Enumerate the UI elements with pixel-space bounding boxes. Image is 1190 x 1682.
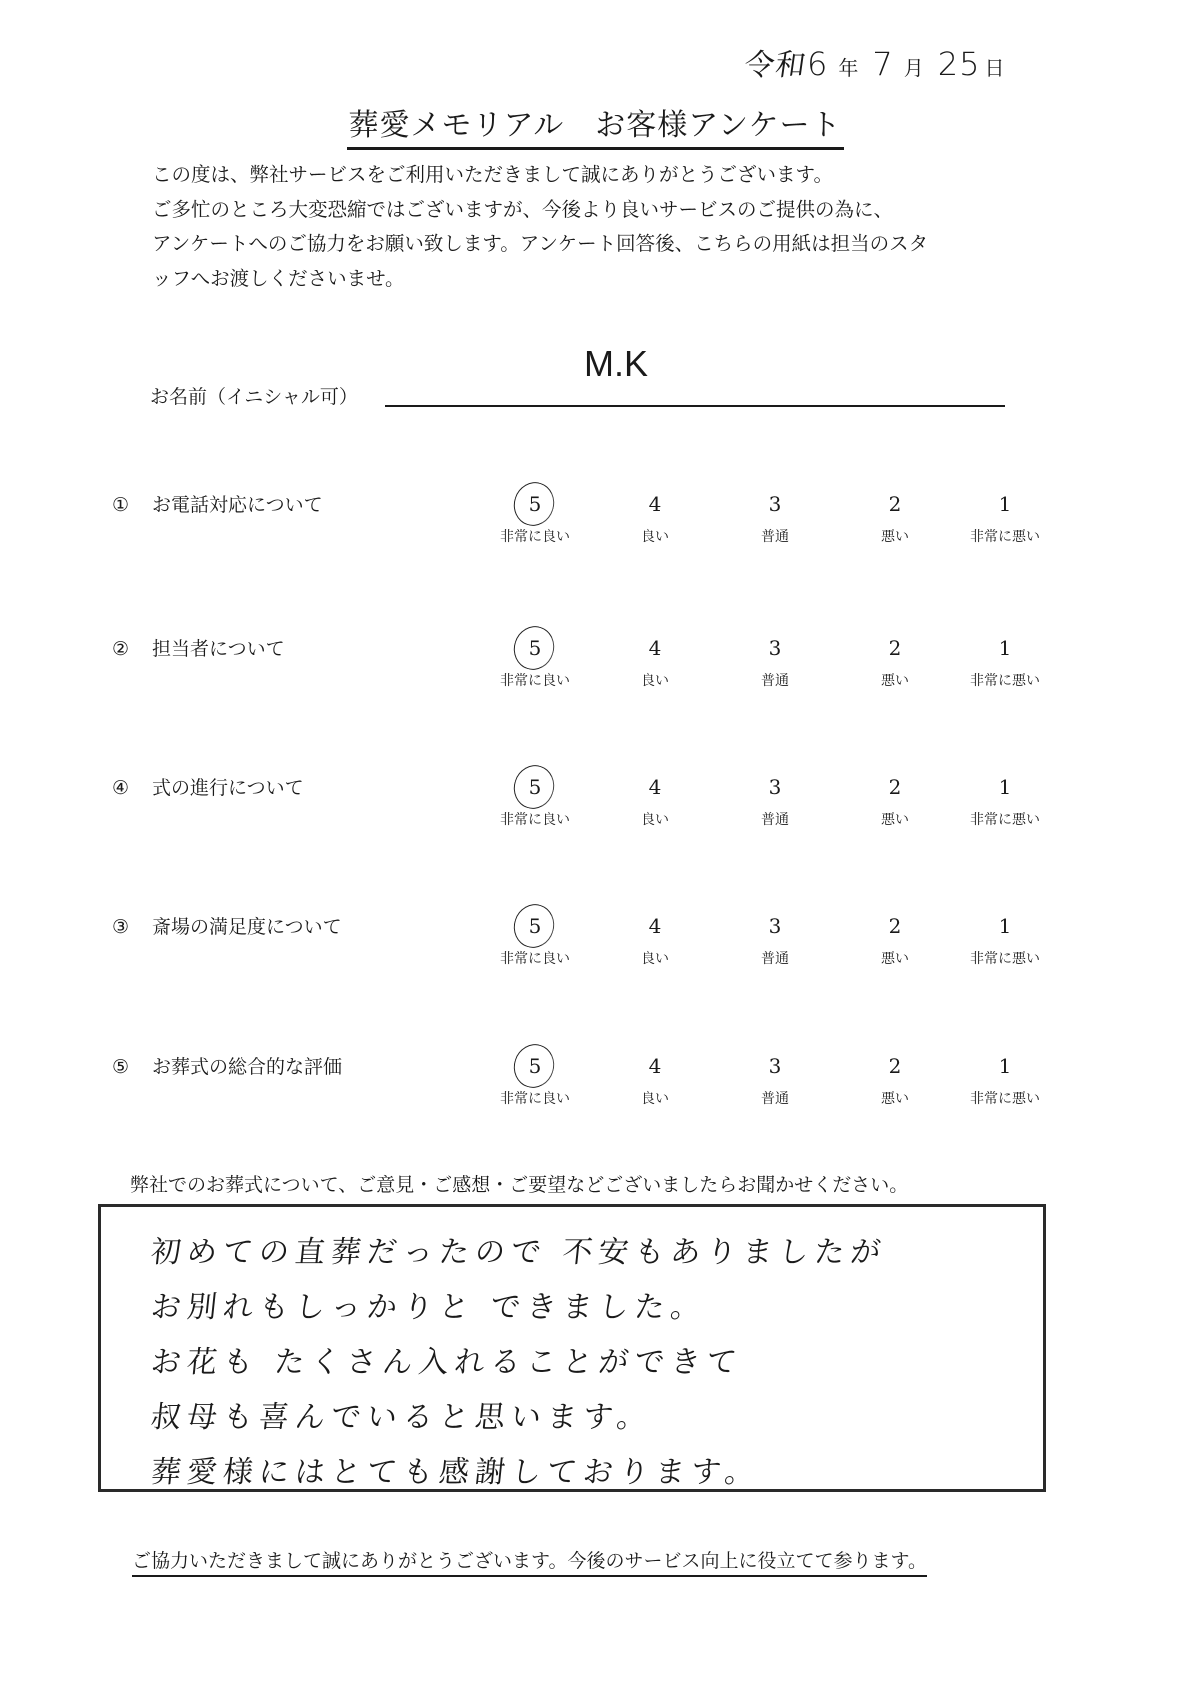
rating-value: 4 [648, 492, 662, 516]
rating-value: 5 [528, 492, 542, 516]
intro-text [152, 158, 1052, 296]
rating-option-3[interactable] [720, 490, 830, 546]
rating-label: 悪い [881, 673, 909, 689]
rating-value: 3 [768, 775, 782, 799]
question-label [112, 1052, 342, 1079]
question-label [112, 634, 285, 661]
rating-option-3[interactable] [720, 773, 830, 829]
selected-circle-mark [508, 1039, 560, 1093]
comment-line: お花も たくさん入れることができて [149, 1345, 745, 1380]
rating-value: 5 [528, 914, 542, 938]
rating-value: 2 [888, 775, 902, 799]
question-text: お電話対応について [152, 494, 323, 516]
rating-value: 5 [528, 775, 542, 799]
question-text: 担当者について [152, 638, 285, 660]
rating-label: 悪い [881, 1091, 909, 1107]
rating-value: 2 [888, 1054, 902, 1078]
rating-label: 非常に悪い [970, 812, 1040, 828]
rating-value: 1 [998, 492, 1012, 516]
question-row [112, 490, 1040, 580]
rating-value: 4 [648, 775, 662, 799]
name-label: お名前（イニシャル可） [150, 386, 358, 408]
page-title [0, 100, 1190, 150]
rating-option-2[interactable] [840, 912, 950, 968]
rating-label: 普通 [761, 1091, 789, 1107]
rating-label: 良い [641, 529, 669, 545]
selected-circle-mark [508, 477, 560, 531]
rating-option-4[interactable] [600, 634, 710, 690]
question-label [112, 773, 304, 800]
rating-value: 3 [768, 914, 782, 938]
rating-label: 普通 [761, 812, 789, 828]
question-text: お葬式の総合的な評価 [152, 1056, 343, 1078]
rating-value: 3 [768, 492, 782, 516]
rating-label: 非常に悪い [970, 1091, 1040, 1107]
question-label [112, 912, 342, 939]
rating-option-3[interactable] [720, 634, 830, 690]
intro-line: アンケートへのご協力をお願い致します。アンケート回答後、こちらの用紙は担当のスタ [152, 232, 929, 255]
rating-value: 4 [648, 1054, 662, 1078]
rating-option-5[interactable] [480, 773, 590, 829]
comment-line: お別れもしっかりと できました。 [149, 1290, 709, 1325]
date-year-unit: 年 [838, 56, 859, 80]
rating-label: 非常に悪い [970, 673, 1040, 689]
rating-value: 1 [998, 1054, 1012, 1078]
question-text: 斎場の満足度について [152, 916, 342, 938]
rating-option-5[interactable] [480, 1052, 590, 1108]
question-number: ① [112, 494, 130, 516]
rating-label: 普通 [761, 673, 789, 689]
date-day-unit: 日 [984, 56, 1005, 80]
rating-option-4[interactable] [600, 1052, 710, 1108]
rating-option-5[interactable] [480, 912, 590, 968]
rating-option-5[interactable] [480, 634, 590, 690]
selected-circle-mark [508, 760, 560, 814]
intro-line: ッフへお渡しくださいませ。 [152, 266, 405, 290]
rating-option-4[interactable] [600, 912, 710, 968]
rating-label: 普通 [761, 529, 789, 545]
name-value[interactable]: M.K [584, 343, 649, 384]
date-day: 25 [937, 45, 981, 83]
comments-box[interactable] [98, 1204, 1046, 1492]
question-text: 式の進行について [152, 777, 304, 799]
question-number: ③ [112, 916, 130, 938]
question-row [112, 773, 1040, 863]
rating-label: 良い [641, 1091, 669, 1107]
question-row [112, 912, 1040, 1002]
rating-option-3[interactable] [720, 912, 830, 968]
rating-label: 悪い [881, 951, 909, 967]
rating-value: 5 [528, 636, 542, 660]
rating-option-1[interactable] [950, 773, 1060, 829]
rating-label: 非常に良い [500, 529, 570, 545]
rating-label: 非常に良い [500, 812, 570, 828]
rating-label: 非常に悪い [970, 951, 1040, 967]
rating-label: 良い [641, 673, 669, 689]
rating-option-1[interactable] [950, 490, 1060, 546]
rating-option-5[interactable] [480, 490, 590, 546]
comments-text [151, 1225, 887, 1500]
name-field-underline[interactable] [385, 405, 1005, 407]
question-row [112, 634, 1040, 724]
question-number: ⑤ [112, 1056, 130, 1078]
selected-circle-mark [508, 899, 560, 953]
rating-label: 非常に良い [500, 951, 570, 967]
footer-thanks [132, 1546, 927, 1573]
intro-line: この度は、弊社サービスをご利用いただきまして誠にありがとうございます。 [152, 163, 833, 186]
rating-option-1[interactable] [950, 634, 1060, 690]
rating-label: 良い [641, 812, 669, 828]
rating-value: 3 [768, 636, 782, 660]
comments-prompt: 弊社でのお葬式について、ご意見・ご感想・ご要望などございましたらお聞かせください。 [130, 1174, 909, 1196]
intro-line: ご多忙のところ大変恐縮ではございますが、今後より良いサービスのご提供の為に、 [152, 197, 894, 221]
rating-value: 2 [888, 492, 902, 516]
rating-label: 悪い [881, 529, 909, 545]
rating-label: 非常に良い [500, 673, 570, 689]
rating-option-2[interactable] [840, 490, 950, 546]
rating-option-2[interactable] [840, 773, 950, 829]
question-number: ② [112, 638, 130, 660]
page-title-text: 葬愛メモリアル お客様アンケート [347, 100, 844, 150]
comment-line: 葬愛様にはとても感謝しております。 [149, 1455, 763, 1490]
rating-label: 良い [641, 951, 669, 967]
rating-option-1[interactable] [950, 1052, 1060, 1108]
rating-value: 1 [998, 914, 1012, 938]
rating-option-4[interactable] [600, 490, 710, 546]
comment-line: 叔母も喜んでいると思います。 [149, 1400, 655, 1435]
rating-option-2[interactable] [840, 1052, 950, 1108]
rating-label: 非常に悪い [970, 529, 1040, 545]
date-era: 令和 [742, 48, 809, 83]
rating-value: 1 [998, 636, 1012, 660]
question-number: ④ [112, 777, 130, 799]
comment-line: 初めての直葬だったので 不安もありましたが [149, 1235, 889, 1270]
rating-value: 4 [648, 636, 662, 660]
rating-value: 3 [768, 1054, 782, 1078]
rating-label: 悪い [881, 812, 909, 828]
question-row [112, 1052, 1040, 1142]
date-month-unit: 月 [903, 56, 924, 80]
selected-circle-mark [508, 621, 560, 675]
rating-label: 普通 [761, 951, 789, 967]
rating-value: 4 [648, 914, 662, 938]
question-label [112, 490, 323, 517]
rating-value: 2 [888, 636, 902, 660]
date-year: 6 [807, 45, 829, 83]
survey-date [742, 40, 1018, 84]
rating-value: 1 [998, 775, 1012, 799]
rating-option-3[interactable] [720, 1052, 830, 1108]
date-month: 7 [872, 45, 894, 83]
rating-option-4[interactable] [600, 773, 710, 829]
footer-text: ご協力いただきまして誠にありがとうございます。今後のサービス向上に役立てて参ります。 [132, 1550, 927, 1577]
rating-value: 2 [888, 914, 902, 938]
rating-option-2[interactable] [840, 634, 950, 690]
rating-value: 5 [528, 1054, 542, 1078]
rating-label: 非常に良い [500, 1091, 570, 1107]
rating-option-1[interactable] [950, 912, 1060, 968]
